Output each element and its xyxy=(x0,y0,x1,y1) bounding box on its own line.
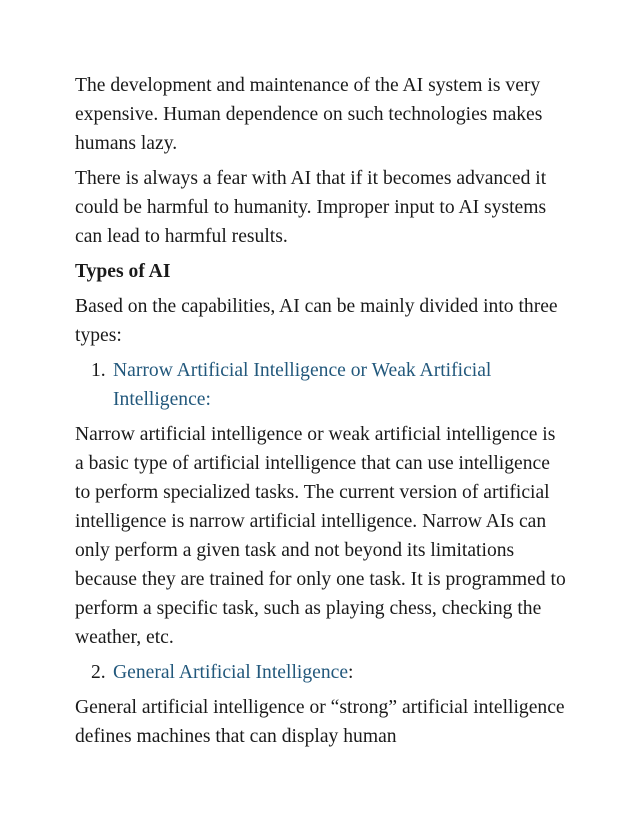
narrow-ai-link[interactable]: Narrow Artificial Intelligence or Weak Artificial Intelligence: xyxy=(113,360,492,410)
document-page xyxy=(75,71,567,757)
list-item-narrow-ai xyxy=(91,356,567,414)
general-ai-link[interactable]: General Artificial Intelligence xyxy=(113,662,349,683)
list-item-general-ai xyxy=(91,658,567,687)
paragraph-general-ai: General artificial intelligence or “strong” artificial intelligence defines machines that can display human xyxy=(75,697,565,747)
section-heading-types-of-ai: Types of AI xyxy=(75,261,171,282)
list-suffix: : xyxy=(348,662,354,683)
list-number: 1. xyxy=(91,360,106,381)
list-number: 2. xyxy=(91,662,106,683)
paragraph-fear: There is always a fear with AI that if it becomes advanced it could be harmful to humanity. Improper input to AI systems can lead to harmful results. xyxy=(75,168,547,247)
paragraph-narrow-ai: Narrow artificial intelligence or weak artificial intelligence is a basic type of artificial intelligence that can use intelligence to perform specialized tasks. The current version of artificial intelligence is narrow artificial intelligence. Narrow AIs can only perform a given task and not beyond its limitations because they are trained for only one task. It is programmed to perform a specific task, such as playing chess, checking the weather, etc. xyxy=(75,424,566,648)
paragraph-capabilities: Based on the capabilities, AI can be mainly divided into three types: xyxy=(75,296,558,346)
paragraph-cost: The development and maintenance of the AI system is very expensive. Human dependence on such technologies makes humans lazy. xyxy=(75,75,543,154)
